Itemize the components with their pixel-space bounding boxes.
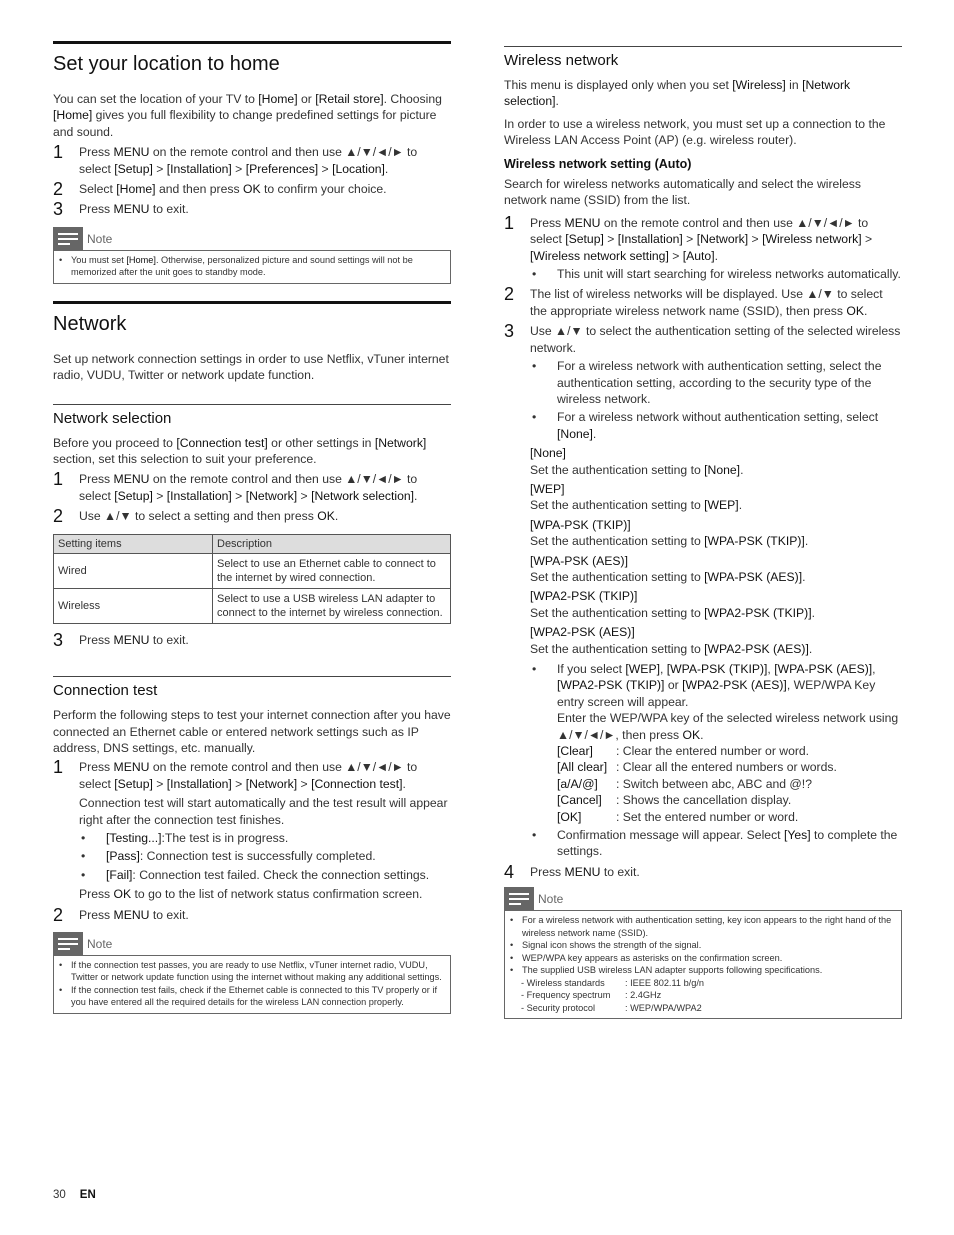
auto-title: Wireless network setting (Auto) <box>504 156 692 171</box>
note-icon <box>53 227 83 251</box>
emphasis-text: [Wireless] <box>732 78 786 92</box>
emphasis-text: [Home] <box>53 108 93 123</box>
note-icon <box>53 932 83 956</box>
emphasis-text: [WPA-PSK (AES)] <box>704 569 803 584</box>
emphasis-text: OK <box>242 182 261 197</box>
result-text: [Pass]: Connection test is successfully completed. <box>106 849 376 864</box>
result-label: [Fail] <box>106 867 133 882</box>
conntest-step-2 <box>53 904 451 925</box>
auth-desc: Set the authentication setting to [WPA2-PSK (AES)]. <box>530 641 813 656</box>
emphasis-text: [Yes] <box>783 828 811 843</box>
emphasis-text: [Installation] <box>166 161 232 176</box>
bullet-text: Confirmation message will appear. Select [Yes] to complete the settings. <box>557 828 898 859</box>
key-bullet: If you select [WEP], [WPA-PSK (TKIP)], [WPA-PSK (AES)], [WPA2-PSK (TKIP)] or [WPA2-PSK (AES)], WEP/WPA Key entry screen will appear. <box>557 662 876 709</box>
table-cell: Select to use an Ethernet cable to connect to the internet by wired connection. <box>213 553 451 588</box>
auth-option <box>530 481 902 514</box>
bullet-dot: • <box>81 849 86 864</box>
bullet-item <box>530 358 902 407</box>
bullet-dot: • <box>510 940 514 951</box>
emphasis-text: MENU <box>113 632 150 647</box>
auth-bullets <box>530 358 902 442</box>
emphasis-text: [Setup] <box>565 232 604 247</box>
bullet-item: • Confirmation message will appear. Select [Yes] to complete the settings. <box>530 827 902 860</box>
step-item <box>53 179 451 200</box>
step-number: 3 <box>504 321 515 342</box>
bullet-dot: • <box>59 984 63 995</box>
result-list <box>79 830 451 883</box>
key-name: [Clear] <box>557 744 593 759</box>
auth-name: [WPA-PSK (TKIP)] <box>530 517 631 532</box>
emphasis-text: [Retail store] <box>315 92 384 106</box>
bullet-dot: • <box>532 359 537 374</box>
auth-option <box>530 588 902 621</box>
table-header: Description <box>213 534 451 553</box>
note-text: For a wireless network with authentication setting, key icon appears to the right hand of the wireless network name (SSID). <box>522 915 892 938</box>
auth-name: [None] <box>530 446 566 461</box>
result-item <box>79 830 451 846</box>
step-text: Press MENU to exit. <box>530 864 640 879</box>
emphasis-text: [Connection test] <box>176 435 268 450</box>
note-text: If the connection test fails, check if the Ethernet cable is connected to this TV properly or if you have entered all the required details for the wireless LAN connection properly. <box>71 984 437 1008</box>
emphasis-text: [WPA2-PSK (AES)] <box>704 641 809 656</box>
step-body <box>530 215 902 283</box>
emphasis-text: [None] <box>557 426 593 441</box>
auth-name: [WPA2-PSK (AES)] <box>530 625 635 640</box>
emphasis-text: [Installation] <box>166 488 232 503</box>
emphasis-text: OK <box>113 887 132 902</box>
key-name: [Cancel] <box>557 793 602 808</box>
conntest-intro: Perform the following steps to test your internet connection after you have connected an Ethernet cable or entered network settings such as IP address, DNS settings, etc. manually. <box>53 708 451 755</box>
step-item <box>504 861 902 882</box>
result-item <box>79 867 451 883</box>
home-steps <box>53 144 451 218</box>
bullet-dot: • <box>532 410 537 425</box>
emphasis-text: MENU <box>564 864 601 879</box>
bullet-item <box>530 409 902 442</box>
spec-value: : WEP/WPA/WPA2 <box>625 1002 702 1013</box>
key-list <box>557 743 902 825</box>
wireless-step-3 <box>504 323 902 860</box>
emphasis-text: [Location] <box>332 161 385 176</box>
step-number: 2 <box>504 284 515 305</box>
result-text: [Testing...]:The test is in progress. <box>106 830 289 845</box>
language-code: EN <box>79 1189 96 1201</box>
key-desc: : Shows the cancellation display. <box>616 793 792 808</box>
section-rule <box>504 46 902 47</box>
conntest-title: Connection test <box>53 682 158 700</box>
table-row <box>54 588 451 623</box>
emphasis-text: OK <box>317 509 335 524</box>
key-enter: Enter the WEP/WPA key of the selected wireless network using ▲/▼/◄/►, then press OK. <box>557 711 899 742</box>
selection-title: Network selection <box>53 409 172 427</box>
bullet-item: • If you select [WEP], [WPA-PSK (TKIP)], [WPA-PSK (AES)], [WPA2-PSK (TKIP)] or [WPA2-PSK (AES)], WEP/WPA Key entry screen will appear. Enter the WEP/WPA key of the selected wireless network using ▲/▼/◄/►, then press OK. [Clear] : Clear the entered number or word. [All clear] : Clear all the entered numbers or words. [a/A/@] : Switch between abc, ABC and @!? [Cancel] : Shows the cancellation display. [OK] : Set the entered number or word. <box>530 661 902 825</box>
step-number: 3 <box>53 199 64 220</box>
auth-desc: Set the authentication setting to [WEP]. <box>530 498 743 513</box>
emphasis-text: [Network] <box>245 488 298 503</box>
step-text: The list of wireless networks will be displayed. Use ▲/▼ to select the appropriate wireless network name (SSID), then press OK. <box>530 287 883 318</box>
note-label: Note <box>538 892 564 907</box>
home-intro: You can set the location of your TV to [Home] or [Retail store]. Choosing [Home] gives you full flexibility to change predefined settings for picture and sound. <box>53 92 442 139</box>
key-name: [a/A/@] <box>557 776 598 791</box>
key-desc: : Set the entered number or word. <box>616 809 799 824</box>
note-text: If the connection test passes, you are ready to use Netflix, vTuner internet radio, VUDU, Twitter or network update function using the internet without making any additional settings. <box>71 959 442 983</box>
note-text: WEP/WPA key appears as asterisks on the confirmation screen. <box>522 952 783 963</box>
section-rule <box>53 41 451 44</box>
wireless-step-4 <box>504 861 902 882</box>
result-item <box>79 848 451 864</box>
step-text: Press MENU on the remote control and then use ▲/▼/◄/► to select [Setup] > [Installation] > [Preferences] > [Location]. <box>79 145 418 176</box>
step-item <box>53 506 451 527</box>
note-item <box>59 984 445 1009</box>
right-column <box>504 46 902 1019</box>
result-label: [Pass] <box>106 849 140 864</box>
section-rule <box>53 301 451 304</box>
emphasis-text: [None] <box>704 462 741 477</box>
step-text: Select [Home] and then press OK to confirm your choice. <box>79 182 387 197</box>
emphasis-text: [WPA-PSK (TKIP)] <box>666 662 768 676</box>
auth-desc: Set the authentication setting to [WPA-PSK (TKIP)]. <box>530 534 809 549</box>
table-header-row <box>54 534 451 553</box>
note-items <box>510 914 896 977</box>
step-number: 2 <box>53 506 64 527</box>
auth-option <box>530 517 902 550</box>
emphasis-text: [Network] <box>245 776 298 791</box>
emphasis-text: [Connection test] <box>311 776 403 791</box>
step-item <box>53 629 451 650</box>
note-text: Signal icon shows the strength of the signal. <box>522 940 702 951</box>
step-text: Press MENU to exit. <box>79 202 189 217</box>
wireless-title: Wireless network <box>504 52 619 69</box>
wireless-note <box>504 910 902 1019</box>
step-text: Use ▲/▼ to select the authentication setting of the selected wireless network. <box>530 324 901 355</box>
auth-desc: Set the authentication setting to [WPA-PSK (AES)]. <box>530 569 806 584</box>
emphasis-text: [Setup] <box>114 488 153 503</box>
result-text: [Fail]: Connection test failed. Check the connection settings. <box>106 867 430 882</box>
auth-option <box>530 553 902 586</box>
table-header: Setting items <box>54 534 213 553</box>
note-text: You must set [Home]. Otherwise, personalized picture and sound settings will not be memorized after the unit goes to standby mode. <box>71 254 413 278</box>
bullet-text: This unit will start searching for wireless networks automatically. <box>557 267 901 282</box>
section-rule <box>53 404 451 405</box>
step-number: 2 <box>53 904 64 925</box>
emphasis-text: [Network] <box>374 435 427 450</box>
key-desc: : Clear the entered number or word. <box>616 744 810 759</box>
emphasis-text: [WPA-PSK (AES)] <box>774 662 873 676</box>
spec-name: - Wireless standards <box>521 977 605 988</box>
table-cell: Wireless <box>54 588 213 623</box>
selection-step3 <box>53 629 451 650</box>
step-number: 2 <box>53 179 64 200</box>
emphasis-text: MENU <box>113 202 150 217</box>
emphasis-text: MENU <box>113 760 150 775</box>
note-text: The supplied USB wireless LAN adapter supports following specifications. <box>522 965 823 976</box>
bullet-dot: • <box>81 830 86 845</box>
bullet-text: For a wireless network without authentication setting, select [None]. <box>557 410 879 441</box>
emphasis-text: [Home] <box>126 254 156 265</box>
step-number: 3 <box>53 629 64 650</box>
note-header <box>53 227 451 251</box>
conntest-note <box>53 955 451 1014</box>
step-detail: Connection test will start automatically and the test result will appear right after the connection test finishes. <box>79 796 448 827</box>
emphasis-text: [Setup] <box>114 161 153 176</box>
emphasis-text: [Wireless network] <box>762 232 862 247</box>
bullet-dot: • <box>510 915 514 926</box>
spec-name: - Frequency spectrum <box>521 990 611 1001</box>
note-header <box>53 932 451 956</box>
selection-intro: Before you proceed to [Connection test] or other settings in [Network] section, set this selection to suit your preference. <box>53 435 427 467</box>
emphasis-text: [Auto] <box>682 248 715 263</box>
emphasis-text: [Home] <box>116 182 156 197</box>
step-item <box>504 286 902 319</box>
step-item <box>53 199 451 220</box>
auth-option <box>530 445 902 478</box>
emphasis-text: [WEP] <box>704 498 739 513</box>
step-number: 4 <box>504 861 515 882</box>
emphasis-text: MENU <box>113 907 150 922</box>
spec-name: - Security protocol <box>521 1002 596 1013</box>
emphasis-text: [Installation] <box>166 776 232 791</box>
note-item <box>59 254 445 279</box>
emphasis-text: MENU <box>113 145 150 160</box>
spec-list <box>510 977 896 1015</box>
table-cell: Wired <box>54 553 213 588</box>
emphasis-text: [Preferences] <box>245 161 319 176</box>
settings-table <box>53 534 451 624</box>
emphasis-text: [Network selection] <box>504 78 851 109</box>
auth-name: [WPA2-PSK (TKIP)] <box>530 589 638 604</box>
spec-value: : 2.4GHz <box>625 990 662 1001</box>
auth-desc: Set the authentication setting to [WPA2-PSK (TKIP)]. <box>530 605 815 620</box>
step-text: Press MENU on the remote control and then use ▲/▼/◄/► to select [Setup] > [Installation] > [Network] > [Wireless network] > [Wireless network setting] > [Auto]. <box>530 215 873 263</box>
step-body <box>79 759 451 902</box>
emphasis-text: MENU <box>564 215 601 230</box>
step-text: Press MENU on the remote control and then use ▲/▼/◄/► to select [Setup] > [Installation] > [Network] > [Network selection]. <box>79 472 418 503</box>
emphasis-text: [Network selection] <box>311 488 415 503</box>
emphasis-text: [Home] <box>258 92 298 106</box>
auth-desc: Set the authentication setting to [None]. <box>530 462 744 477</box>
step-number: 1 <box>504 212 515 233</box>
step-text: Use ▲/▼ to select a setting and then press OK. <box>79 509 339 524</box>
key-desc: : Switch between abc, ABC and @!? <box>616 776 812 791</box>
auth-name: [WEP] <box>530 481 565 496</box>
selection-steps <box>53 469 451 527</box>
emphasis-text: [WPA-PSK (TKIP)] <box>704 534 805 549</box>
network-title: Network <box>53 312 127 335</box>
step-number: 1 <box>53 469 64 490</box>
note-item <box>510 914 896 939</box>
note-item <box>510 952 896 965</box>
step-item <box>53 144 451 177</box>
step-body <box>530 323 902 860</box>
emphasis-text: [WPA2-PSK (TKIP)] <box>557 678 665 693</box>
page-number: 30 <box>53 1189 66 1201</box>
auth-name: [WPA-PSK (AES)] <box>530 553 628 568</box>
step-text: Press MENU to exit. <box>79 907 189 922</box>
note-item <box>510 939 896 952</box>
wireless-step-2 <box>504 286 902 319</box>
bullet-item: • This unit will start searching for wireless networks automatically. <box>532 267 901 282</box>
note-item <box>510 964 896 977</box>
emphasis-text: [Installation] <box>617 232 683 247</box>
note-icon <box>504 887 534 911</box>
emphasis-text: [WEP] <box>625 662 660 676</box>
step-after: Press OK to go to the list of network status confirmation screen. <box>79 887 423 902</box>
bullet-dot: • <box>510 965 514 976</box>
emphasis-text: [WPA2-PSK (TKIP)] <box>704 605 812 620</box>
wireless-step-1 <box>504 212 902 283</box>
auth-list <box>530 445 902 657</box>
note-label: Note <box>87 936 113 951</box>
note-header <box>504 887 902 911</box>
emphasis-text: MENU <box>113 472 150 487</box>
result-label: [Testing...] <box>106 830 162 845</box>
left-column <box>53 41 451 1014</box>
emphasis-text: [Setup] <box>114 776 153 791</box>
conntest-step-1 <box>53 759 451 902</box>
step-number: 1 <box>53 142 64 163</box>
step-number: 1 <box>53 757 64 778</box>
auto-intro: Search for wireless networks automatically and select the wireless network name (SSID) from the list. <box>504 177 861 208</box>
step-text: Press MENU on the remote control and then use ▲/▼/◄/► to select [Setup] > [Installation] > [Network] > [Connection test]. <box>79 760 418 791</box>
table-row <box>54 553 451 588</box>
bullet-dot: • <box>81 867 86 882</box>
emphasis-text: [WPA2-PSK (AES)] <box>682 678 787 693</box>
step-text: Press MENU to exit. <box>79 632 189 647</box>
table-cell: Select to use a USB wireless LAN adapter to connect to the internet by wireless connection. <box>213 588 451 623</box>
note-label: Note <box>87 231 113 246</box>
key-name: [All clear] <box>557 760 608 775</box>
emphasis-text: OK <box>846 303 864 318</box>
bullet-dot: • <box>510 952 514 963</box>
spec-value: : IEEE 802.11 b/g/n <box>625 977 704 988</box>
emphasis-text: [Network] <box>696 232 749 247</box>
step-item <box>53 471 451 504</box>
step-item <box>53 904 451 925</box>
key-desc: : Clear all the entered numbers or words. <box>616 760 837 775</box>
emphasis-text: [Wireless network setting] <box>530 248 669 263</box>
bullet-dot: • <box>59 254 63 265</box>
note-item <box>59 959 445 984</box>
bullet-dot: • <box>59 959 63 970</box>
auth-option <box>530 624 902 657</box>
network-intro: Set up network connection settings in order to use Netflix, vTuner internet radio, VUDU, Twitter or network update function. <box>53 351 449 383</box>
key-name: [OK] <box>557 809 582 824</box>
wireless-p1: This menu is displayed only when you set [Wireless] in [Network selection]. <box>504 78 851 109</box>
section-rule <box>53 676 451 677</box>
home-note <box>53 250 451 284</box>
emphasis-text: OK <box>682 727 701 742</box>
wireless-p2: In order to use a wireless network, you must set up a connection to the Wireless LAN Access Point (AP) (e.g. wireless router). <box>504 116 886 148</box>
home-title: Set your location to home <box>53 53 280 75</box>
bullet-text: For a wireless network with authentication setting, select the authentication setting, according to the security type of the wireless network. <box>557 359 882 406</box>
page-footer <box>53 1187 96 1203</box>
